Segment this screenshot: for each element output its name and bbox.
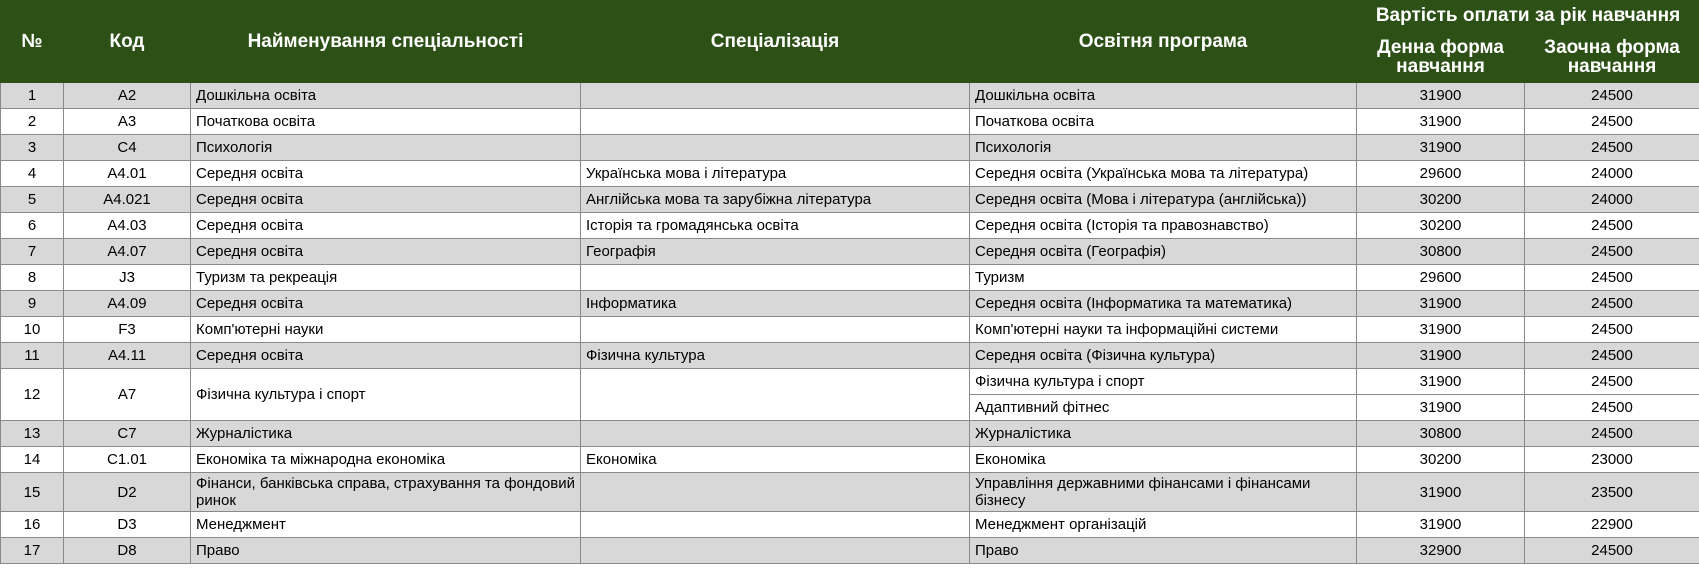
cell-specialty: Економіка та міжнародна економіка (191, 447, 581, 473)
cell-code: D8 (64, 538, 191, 564)
cell-code: F3 (64, 317, 191, 343)
cell-program: Економіка (970, 447, 1357, 473)
cell-daily-cost: 30800 (1357, 239, 1525, 265)
cell-daily-cost: 31900 (1357, 512, 1525, 538)
cell-specialty: Туризм та рекреація (191, 265, 581, 291)
cell-extramural-cost: 24500 (1525, 291, 1699, 317)
cell-daily-cost: 32900 (1357, 538, 1525, 564)
table-row (1, 538, 1699, 564)
header-specialty: Найменування спеціальності (191, 1, 581, 83)
cell-daily-cost: 31900 (1357, 317, 1525, 343)
table-row (1, 109, 1699, 135)
cell-number: 2 (1, 109, 64, 135)
cell-number: 10 (1, 317, 64, 343)
cell-code: А4.01 (64, 161, 191, 187)
cell-daily-cost: 29600 (1357, 265, 1525, 291)
table-row (1, 265, 1699, 291)
cell-program: Туризм (970, 265, 1357, 291)
cell-number: 6 (1, 213, 64, 239)
cell-specialization: Англійська мова та зарубіжна література (581, 187, 970, 213)
cell-code: А4.021 (64, 187, 191, 213)
header-daily: Денна форма навчання (1357, 31, 1525, 83)
cell-specialty: Психологія (191, 135, 581, 161)
cell-extramural-cost: 24000 (1525, 187, 1699, 213)
table-row (1, 317, 1699, 343)
cell-extramural-cost: 24500 (1525, 421, 1699, 447)
header-specialization: Спеціалізація (581, 1, 970, 83)
cell-number: 17 (1, 538, 64, 564)
table-row (1, 421, 1699, 447)
header-number: № (1, 1, 64, 83)
cell-program: Менеджмент організацій (970, 512, 1357, 538)
cell-code: D2 (64, 473, 191, 512)
cell-specialty: Середня освіта (191, 213, 581, 239)
cell-number: 15 (1, 473, 64, 512)
cell-extramural-cost: 24000 (1525, 161, 1699, 187)
cell-code: А7 (64, 369, 191, 421)
cell-extramural-cost: 24500 (1525, 343, 1699, 369)
cell-number: 8 (1, 265, 64, 291)
header-cost-group: Вартість оплати за рік навчання (1357, 1, 1699, 31)
cell-program: Середня освіта (Історія та правознавство) (970, 213, 1357, 239)
cell-number: 9 (1, 291, 64, 317)
cell-number: 13 (1, 421, 64, 447)
cell-specialization: Географія (581, 239, 970, 265)
cell-number: 12 (1, 369, 64, 421)
cell-daily-cost: 31900 (1357, 135, 1525, 161)
cell-program: Журналістика (970, 421, 1357, 447)
cell-code: С1.01 (64, 447, 191, 473)
cell-number: 16 (1, 512, 64, 538)
cell-program: Адаптивний фітнес (970, 395, 1357, 421)
table-row (1, 187, 1699, 213)
cell-specialization: Історія та громадянська освіта (581, 213, 970, 239)
cell-extramural-cost: 24500 (1525, 538, 1699, 564)
cell-specialty: Середня освіта (191, 343, 581, 369)
cell-specialization (581, 473, 970, 512)
cell-extramural-cost: 24500 (1525, 213, 1699, 239)
cell-specialty: Фінанси, банківська справа, страхування та фондовий ринок (191, 473, 581, 512)
cell-program: Психологія (970, 135, 1357, 161)
table-row (1, 291, 1699, 317)
cell-specialty: Дошкільна освіта (191, 83, 581, 109)
cell-daily-cost: 30800 (1357, 421, 1525, 447)
cell-specialization: Фізична культура (581, 343, 970, 369)
cell-specialty: Комп'ютерні науки (191, 317, 581, 343)
cell-number: 3 (1, 135, 64, 161)
cell-extramural-cost: 22900 (1525, 512, 1699, 538)
cell-program: Право (970, 538, 1357, 564)
cell-specialization: Інформатика (581, 291, 970, 317)
table-row (1, 83, 1699, 109)
cell-specialty: Середня освіта (191, 291, 581, 317)
cell-code: А4.07 (64, 239, 191, 265)
cell-specialization (581, 538, 970, 564)
table-row (1, 239, 1699, 265)
cell-specialization (581, 421, 970, 447)
cell-specialization (581, 317, 970, 343)
cell-daily-cost: 31900 (1357, 109, 1525, 135)
cell-daily-cost: 31900 (1357, 343, 1525, 369)
cell-specialization (581, 265, 970, 291)
cell-daily-cost: 30200 (1357, 447, 1525, 473)
cell-program: Початкова освіта (970, 109, 1357, 135)
cell-daily-cost: 29600 (1357, 161, 1525, 187)
table-row (1, 473, 1699, 512)
cell-daily-cost: 30200 (1357, 187, 1525, 213)
cell-number: 4 (1, 161, 64, 187)
cell-program: Управління державними фінансами і фінансами бізнесу (970, 473, 1357, 512)
cell-code: J3 (64, 265, 191, 291)
table-row (1, 213, 1699, 239)
cell-specialization (581, 83, 970, 109)
cell-daily-cost: 31900 (1357, 369, 1525, 395)
cell-program: Фізична культура і спорт (970, 369, 1357, 395)
cell-specialty: Середня освіта (191, 239, 581, 265)
cell-specialty: Середня освіта (191, 161, 581, 187)
cell-code: А4.09 (64, 291, 191, 317)
cell-extramural-cost: 23000 (1525, 447, 1699, 473)
table-row (1, 512, 1699, 538)
table-row (1, 447, 1699, 473)
table-row (1, 343, 1699, 369)
cell-program: Середня освіта (Фізична культура) (970, 343, 1357, 369)
cell-specialty: Право (191, 538, 581, 564)
cell-code: D3 (64, 512, 191, 538)
cell-extramural-cost: 24500 (1525, 369, 1699, 395)
cell-extramural-cost: 24500 (1525, 109, 1699, 135)
cell-number: 7 (1, 239, 64, 265)
cell-specialization (581, 512, 970, 538)
table-row (1, 161, 1699, 187)
cell-number: 14 (1, 447, 64, 473)
cell-program: Дошкільна освіта (970, 83, 1357, 109)
cell-specialty: Менеджмент (191, 512, 581, 538)
cell-program: Середня освіта (Українська мова та література) (970, 161, 1357, 187)
cell-program: Середня освіта (Географія) (970, 239, 1357, 265)
header-program: Освітня програма (970, 1, 1357, 83)
cell-program: Комп'ютерні науки та інформаційні системи (970, 317, 1357, 343)
cell-number: 1 (1, 83, 64, 109)
cell-specialization: Українська мова і література (581, 161, 970, 187)
cell-daily-cost: 31900 (1357, 83, 1525, 109)
cell-specialization: Економіка (581, 447, 970, 473)
cell-extramural-cost: 24500 (1525, 317, 1699, 343)
cell-extramural-cost: 24500 (1525, 83, 1699, 109)
table-row (1, 369, 1699, 395)
cell-extramural-cost: 24500 (1525, 265, 1699, 291)
cell-code: А2 (64, 83, 191, 109)
header-extramural: Заочна форма навчання (1525, 31, 1699, 83)
cell-daily-cost: 30200 (1357, 213, 1525, 239)
cell-specialty: Середня освіта (191, 187, 581, 213)
table-header (1, 1, 1699, 83)
cell-program: Середня освіта (Інформатика та математика) (970, 291, 1357, 317)
header-code: Код (64, 1, 191, 83)
cell-number: 5 (1, 187, 64, 213)
cell-daily-cost: 31900 (1357, 473, 1525, 512)
cell-extramural-cost: 24500 (1525, 135, 1699, 161)
table-body (1, 83, 1699, 564)
cell-specialization (581, 369, 970, 421)
cell-code: С4 (64, 135, 191, 161)
cell-specialization (581, 135, 970, 161)
cell-specialty: Фізична культура і спорт (191, 369, 581, 421)
cell-code: С7 (64, 421, 191, 447)
cell-specialty: Початкова освіта (191, 109, 581, 135)
cell-extramural-cost: 23500 (1525, 473, 1699, 512)
cell-specialty: Журналістика (191, 421, 581, 447)
cell-code: А4.11 (64, 343, 191, 369)
cell-daily-cost: 31900 (1357, 291, 1525, 317)
table-row (1, 135, 1699, 161)
cell-daily-cost: 31900 (1357, 395, 1525, 421)
cell-extramural-cost: 24500 (1525, 395, 1699, 421)
cell-specialization (581, 109, 970, 135)
cell-program: Середня освіта (Мова і література (англійська)) (970, 187, 1357, 213)
cell-extramural-cost: 24500 (1525, 239, 1699, 265)
cell-code: А4.03 (64, 213, 191, 239)
cell-code: А3 (64, 109, 191, 135)
cell-number: 11 (1, 343, 64, 369)
